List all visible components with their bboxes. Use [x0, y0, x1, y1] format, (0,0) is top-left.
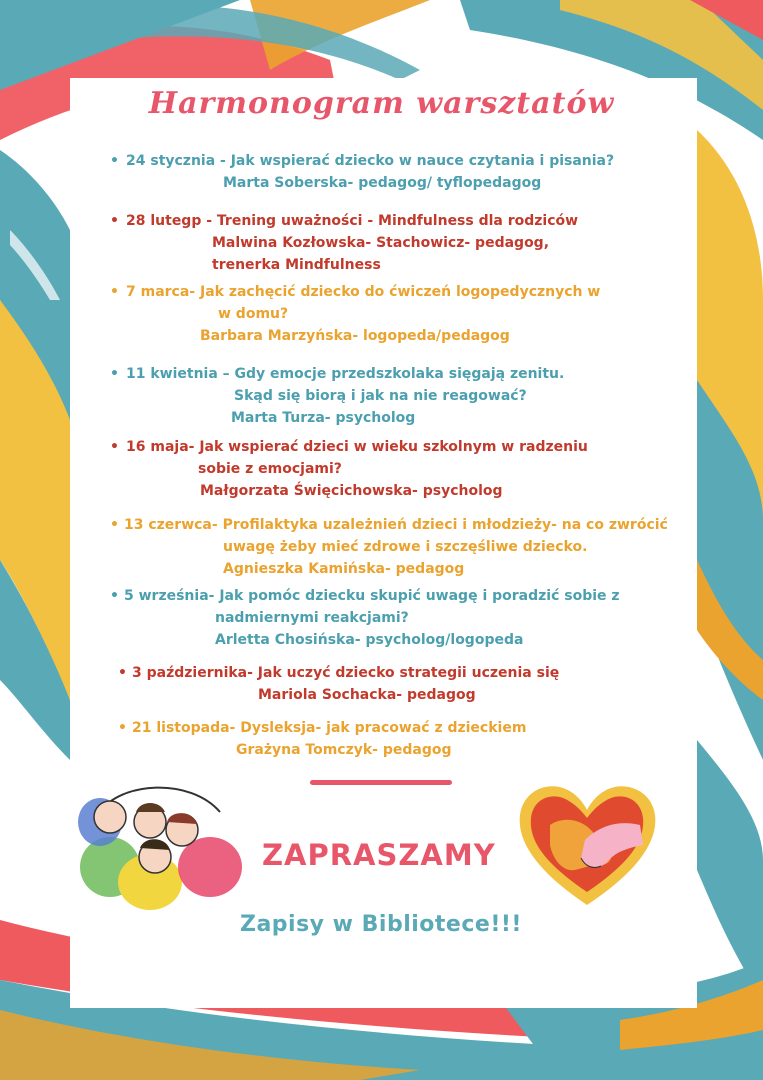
event-detail: Skąd się biorą i jak na nie reagować? [234, 388, 527, 404]
event-detail: Marta Soberska- pedagog/ tyflopedagog [223, 175, 542, 191]
event-detail: w domu? [218, 306, 289, 322]
invitation-text: ZAPRASZAMY [262, 838, 496, 872]
bullet: • [118, 720, 127, 736]
event-title: 7 marca- Jak zachęcić dziecko do ćwiczeń logopedycznych w [126, 284, 601, 300]
bullet: • [110, 366, 119, 382]
event-detail: Grażyna Tomczyk- pedagog [236, 742, 452, 758]
event-detail: Małgorzata Święcichowska- psycholog [200, 483, 503, 499]
event-detail: Malwina Kozłowska- Stachowicz- pedagog, [212, 235, 550, 251]
event-detail: Barbara Marzyńska- logopeda/pedagog [200, 328, 510, 344]
event-title: 16 maja- Jak wspierać dzieci w wieku szkolnym w radzeniu [126, 439, 588, 455]
event-detail: uwagę żeby mieć zdrowe i szczęśliwe dziecko. [223, 539, 588, 555]
signup-text: Zapisy w Bibliotece!!! [240, 912, 522, 937]
bullet: • [118, 665, 127, 681]
event-detail: nadmiernymi reakcjami? [215, 610, 409, 626]
event-detail: trenerka Mindfulness [212, 257, 381, 273]
page-title: Harmonogram warsztatów [148, 86, 615, 121]
event-detail: Mariola Sochacka- pedagog [258, 687, 476, 703]
event-title: 5 września- Jak pomóc dziecku skupić uwagę i poradzić sobie z [124, 588, 620, 604]
event-title: 11 kwietnia – Gdy emocje przedszkolaka sięgają zenitu. [126, 366, 565, 382]
event-detail: Arletta Chosińska- psycholog/logopeda [215, 632, 524, 648]
event-title: 28 lutegp - Trening uważności - Mindfulness dla rodziców [126, 213, 579, 229]
event-title: 3 października- Jak uczyć dziecko strategii uczenia się [132, 665, 560, 681]
event-detail: Marta Turza- psycholog [231, 410, 416, 426]
event-title: 13 czerwca- Profilaktyka uzależnień dzieci i młodzieży- na co zwrócić [124, 517, 668, 533]
event-title: 24 stycznia - Jak wspierać dziecko w nauce czytania i pisania? [126, 153, 615, 169]
heart-hands-icon [515, 780, 660, 910]
children-hugging-illustration [70, 772, 260, 917]
bullet: • [110, 517, 119, 533]
bullet: • [110, 284, 119, 300]
bullet: • [110, 213, 119, 229]
event-title: 21 listopada- Dysleksja- jak pracować z dzieckiem [132, 720, 527, 736]
bullet: • [110, 588, 119, 604]
event-detail: Agnieszka Kamińska- pedagog [223, 561, 465, 577]
event-detail: sobie z emocjami? [198, 461, 342, 477]
bullet: • [110, 153, 119, 169]
divider [310, 780, 452, 785]
bullet: • [110, 439, 119, 455]
